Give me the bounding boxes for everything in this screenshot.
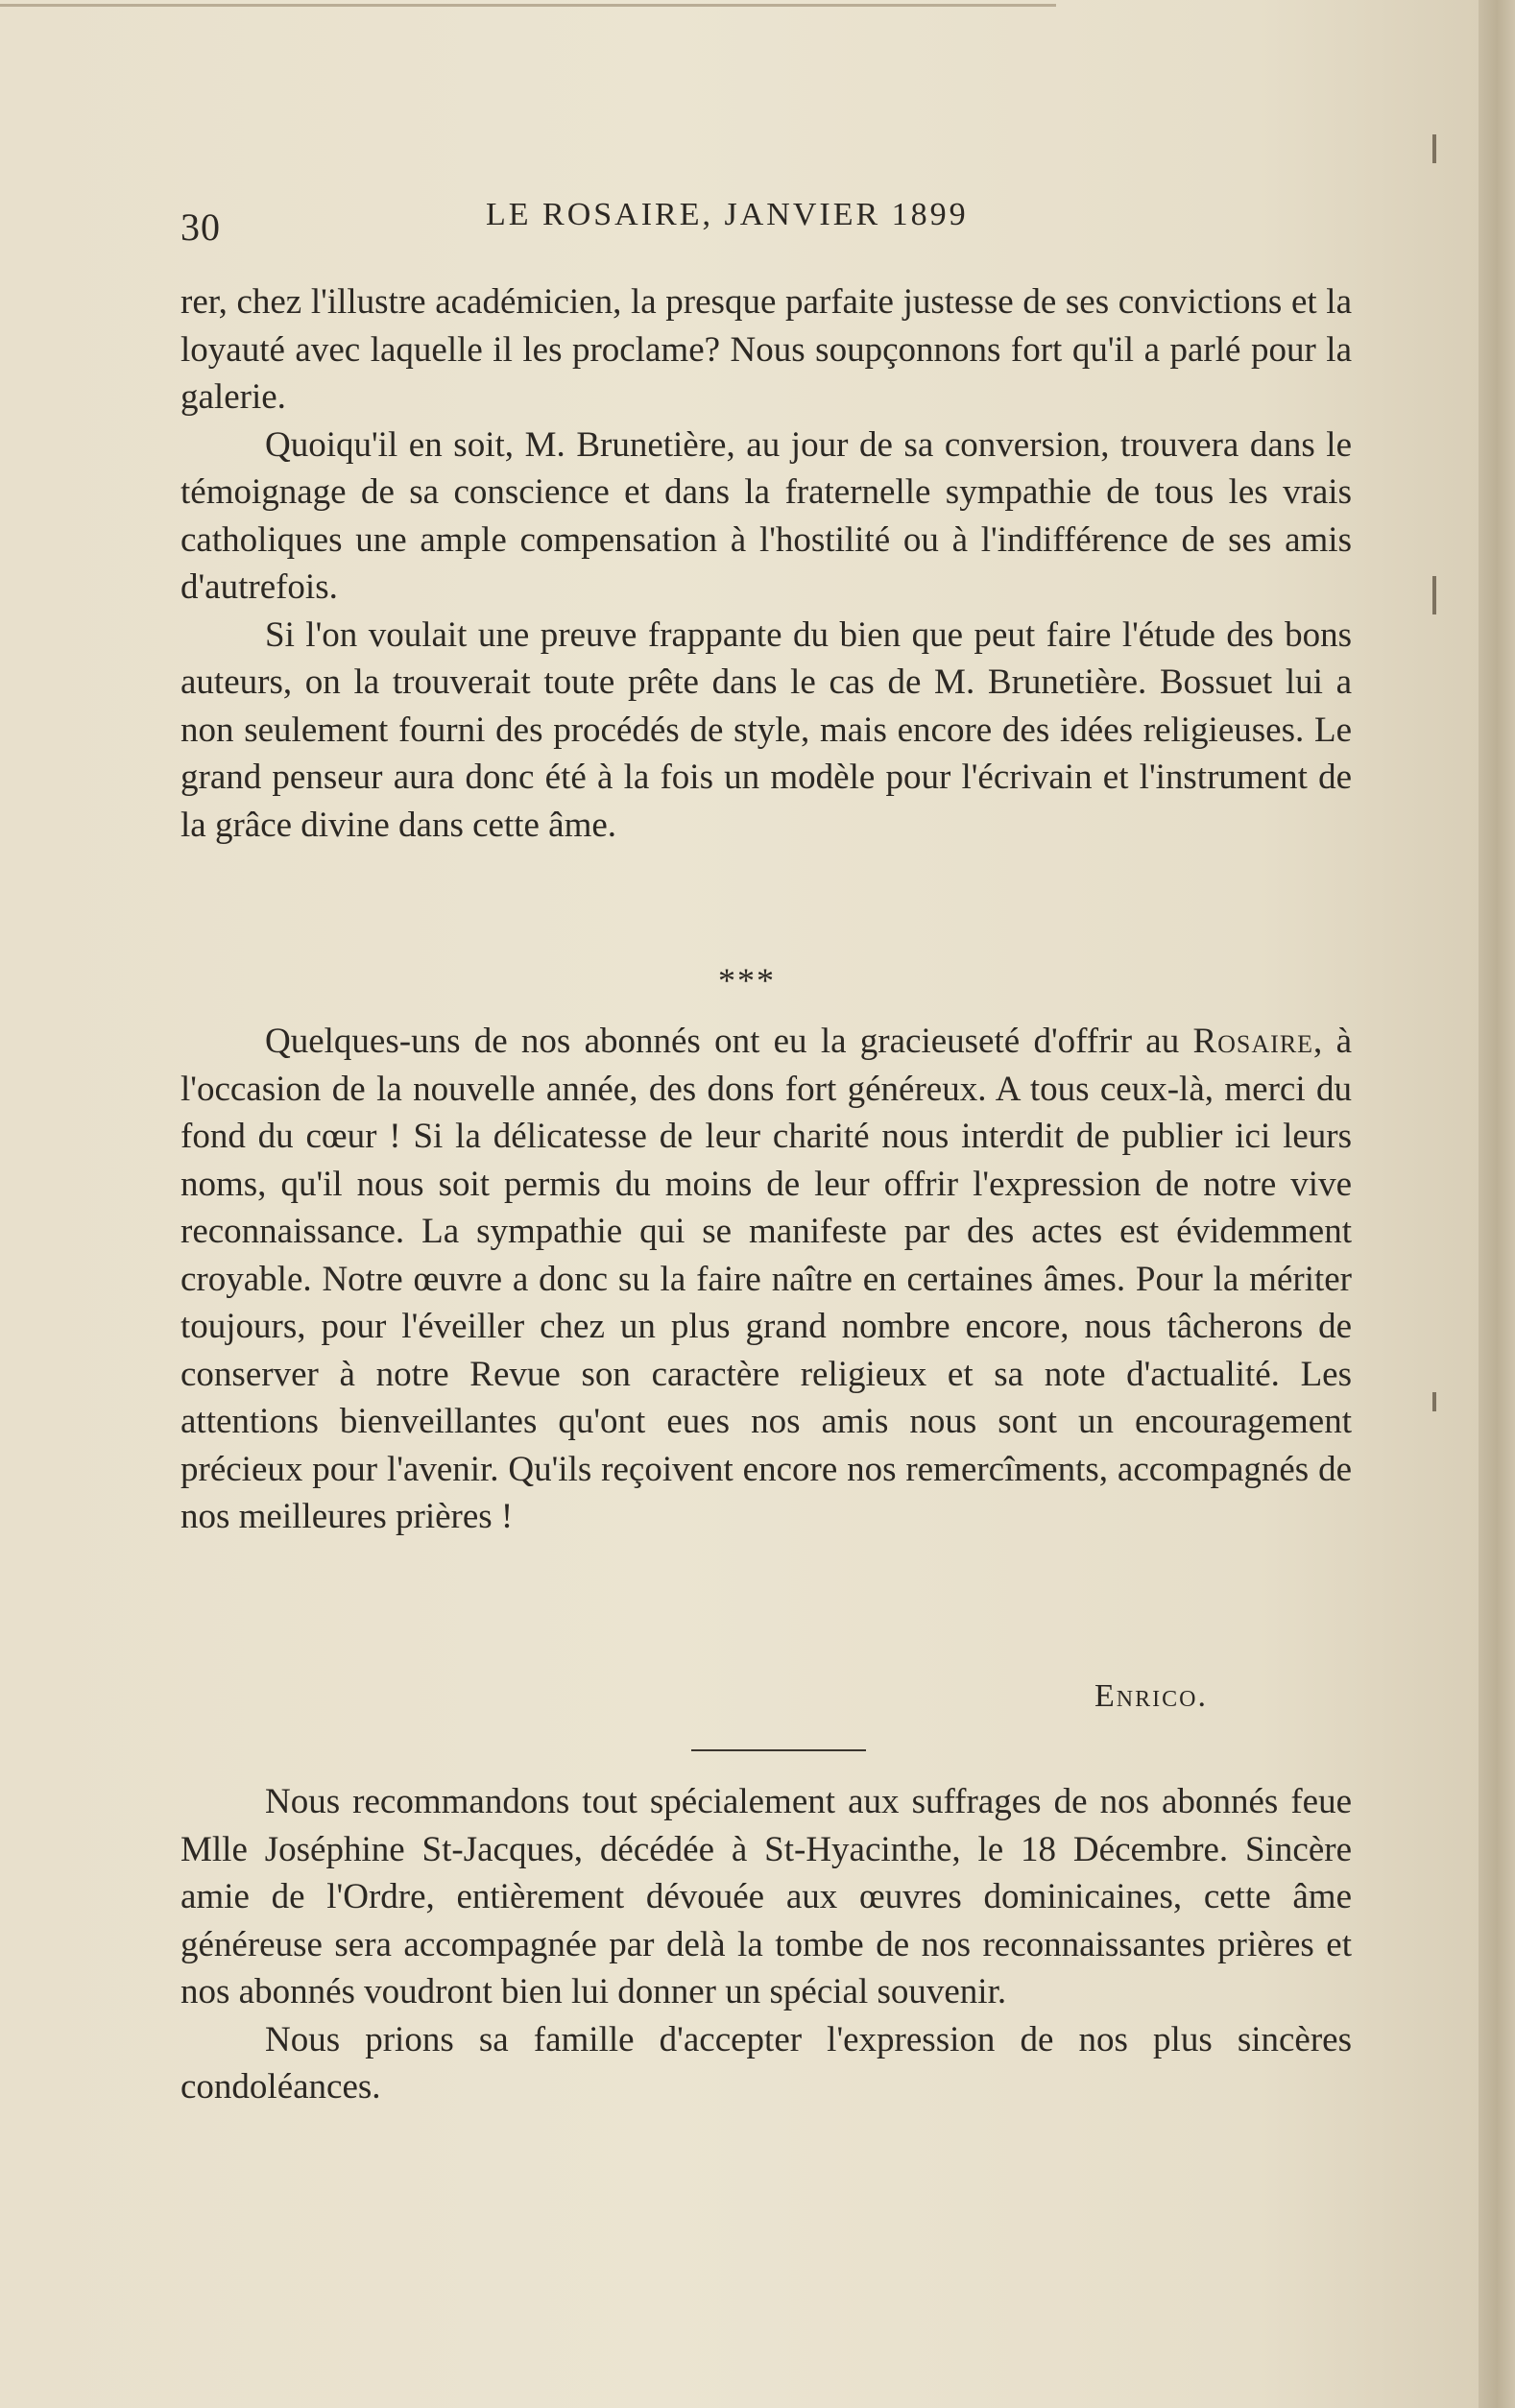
paragraph: Nous prions sa famille d'accepter l'expression de nos plus sincères condoléances. <box>180 2019 1352 2107</box>
page-header <box>180 197 1006 264</box>
asterism: *** <box>718 961 776 999</box>
signature: Enrico. <box>1094 1678 1208 1714</box>
paragraph: Nous recommandons tout spécialement aux suffrages de nos abonnés feue Mlle Joséphine St-Jacques, décédée à St-Hyacinthe, le 18 Décembre. Sincère amie de l'Ordre, entièrement dévouée aux œuvres dominicaines, cette âme généreuse sera accompagnée par delà la tombe de nos reconnaissantes prières et nos abonnés voudront bien lui donner un spécial souvenir. <box>180 1782 1352 2011</box>
page-number: 30 <box>180 205 221 249</box>
article-section-2 <box>180 1018 1352 1541</box>
text-run: Quelques-uns de nos abonnés ont eu la gracieuseté d'offrir au <box>265 1022 1193 1061</box>
paragraph: Si l'on voulait une preuve frappante du bien que peut faire l'étude des bons auteurs, on la trouverait toute prête dans le cas de M. Brunetière. Bossuet lui a non seulement fourni des procédés de style, mais encore des idées religieuses. Le grand penseur aura donc été à la fois un modèle pour l'écrivain et l'instrument de la grâce divine dans cette âme. <box>180 614 1352 845</box>
paragraph <box>180 1018 1352 1541</box>
margin-mark <box>1432 576 1436 614</box>
margin-mark <box>1432 134 1436 163</box>
revue-name: Rosaire <box>1192 1022 1314 1061</box>
top-rule <box>0 4 1056 7</box>
running-title: LE ROSAIRE, JANVIER 1899 <box>486 197 969 232</box>
paragraph: Quoiqu'il en soit, M. Brunetière, au jour de sa conversion, trouvera dans le témoignage de sa conscience et dans la fraternelle sympathie de tous les vrais catholiques une ample compensation à l'hostilité ou à l'indifférence de ses amis d'autrefois. <box>180 424 1352 607</box>
paragraph: rer, chez l'illustre académicien, la presque parfaite justesse de ses convictions et la loyauté avec laquelle il les proclame? Nous soupçonnons fort qu'il a parlé pour la galerie. <box>180 282 1352 417</box>
margin-mark <box>1432 1392 1436 1411</box>
page-edge <box>1479 0 1515 2408</box>
article-section-3 <box>180 1778 1352 2111</box>
text-run: , à l'occasion de la nouvelle année, des dons fort généreux. A tous ceux-là, merci du fond du cœur ! Si la délicatesse de leur charité nous interdit de publier ici leurs noms, qu'il nous soit permis du moins de leur offrir l'expression de notre vive reconnaissance. La sympathie qui se manifeste par des actes est évidemment croyable. Notre œuvre a donc su la faire naître en certaines âmes. Pour la mériter toujours, pour l'éveiller chez un plus grand nombre encore, nous tâcherons de conserver à notre Revue son caractère religieux et sa note d'actualité. Les attentions bienveillantes qu'ont eues nos amis nous sont un encouragement précieux pour l'avenir. Qu'ils reçoivent encore nos remercîments, accompagnés de nos meilleures prières ! <box>180 1022 1352 1536</box>
separator-rule <box>691 1749 866 1751</box>
article-section-1 <box>180 278 1352 849</box>
